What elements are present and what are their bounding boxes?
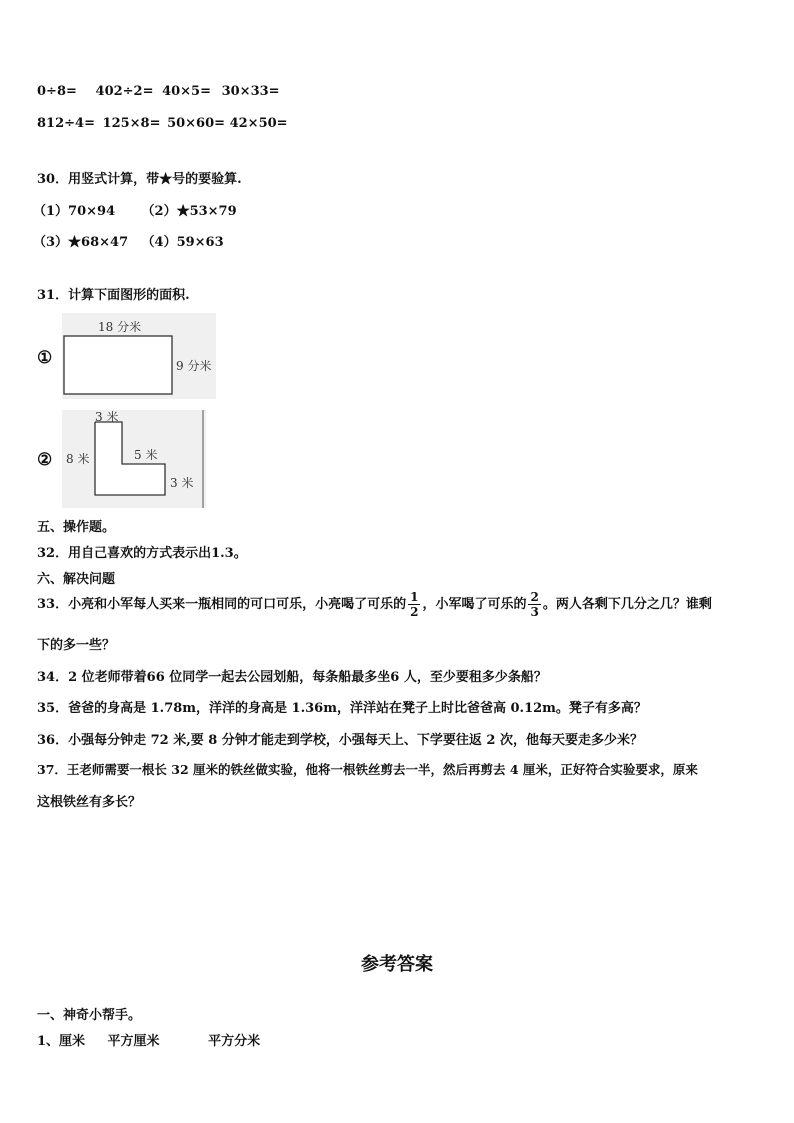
answer-item: 平方分米: [208, 1034, 261, 1049]
figure-2-top-label: 3 米: [95, 410, 119, 424]
calc-item: 42×50=: [229, 116, 288, 131]
fraction-numerator: 1: [410, 590, 419, 604]
question-36: 36．小强每分钟走 72 米,要 8 分钟才能走到学校，小强每天上、下学要往返 2 次，他每天要走多少米？: [37, 733, 643, 748]
calc-item: 402÷2=: [95, 84, 154, 99]
question-30-row-2: [33, 231, 224, 250]
answer-item: 1、厘米: [37, 1034, 86, 1049]
answers-section-1: 一、神奇小帮手。: [37, 1008, 142, 1023]
question-33-line-2: 下的多一些？: [37, 638, 116, 653]
figure-2-mid-label: 5 米: [134, 448, 158, 462]
question-37-line-1: 37．王老师需要一根长 32 厘米的铁丝做实验，他将一根铁丝剪去一半，然后再剪去 4 厘米，正好符合实验要求，原来: [37, 762, 698, 777]
calc-row-2: [37, 116, 288, 131]
question-35: 35．爸爸的身高是 1.78m，洋洋的身高是 1.36m，洋洋站在凳子上时比爸爸高 0.12m。凳子有多高？: [37, 701, 647, 716]
question-30-item: （3）★68×47: [33, 235, 129, 250]
fraction-denominator: 3: [530, 605, 539, 619]
figure-1-side-label: 9 分米: [176, 359, 212, 373]
calc-item: 125×8=: [102, 116, 161, 131]
question-34: 34．2 位老师带着66 位同学一起去公园划船，每条船最多坐6 人，至少要租多少条船？: [37, 670, 547, 685]
question-33-text: ，小军喝了可乐的: [422, 597, 527, 612]
question-33-line-1: [37, 590, 712, 619]
figure-2-marker: ②: [37, 450, 53, 470]
section-5-heading: 五、操作题。: [37, 520, 116, 535]
figure-2-left-label: 8 米: [66, 452, 90, 466]
question-30-item: （4）59×63: [141, 235, 224, 250]
question-30-row-1: [33, 200, 237, 219]
question-31-title: 31．计算下面图形的面积.: [37, 288, 190, 303]
question-32: 32．用自己喜欢的方式表示出1.3。: [37, 546, 247, 561]
fraction-one-half: [408, 590, 420, 619]
figure-2-lshape: [62, 410, 206, 508]
fraction-denominator: 2: [410, 605, 419, 619]
fraction-numerator: 2: [530, 590, 539, 604]
question-37-line-2: 这根铁丝有多长？: [37, 795, 142, 810]
question-30-item: （1）70×94: [33, 204, 116, 219]
calc-row-1: [37, 84, 280, 99]
fraction-two-thirds: [528, 590, 540, 619]
section-6-heading: 六、解决问题: [37, 572, 116, 587]
figure-1-rectangle: [62, 313, 216, 399]
question-33-text: 。两人各剩下几分之几？谁剩: [542, 597, 712, 612]
figure-1-marker: ①: [37, 348, 53, 368]
calc-item: 812÷4=: [37, 116, 95, 131]
answers-title: 参考答案: [361, 954, 433, 975]
answer-item: 平方厘米: [107, 1034, 160, 1049]
calc-item: 50×60=: [167, 116, 226, 131]
question-30-title: 30．用竖式计算，带★号的要验算.: [37, 172, 242, 187]
calc-item: 0÷8=: [37, 84, 77, 99]
question-33-text: 33．小亮和小军每人买来一瓶相同的可口可乐，小亮喝了可乐的: [37, 597, 407, 612]
question-30-item: （2）★53×79: [141, 204, 237, 219]
figure-1-top-label: 18 分米: [98, 320, 142, 334]
answer-1: [37, 1030, 260, 1049]
figure-2-right-label: 3 米: [170, 476, 194, 490]
calc-item: 40×5=: [162, 84, 211, 99]
calc-item: 30×33=: [221, 84, 280, 99]
